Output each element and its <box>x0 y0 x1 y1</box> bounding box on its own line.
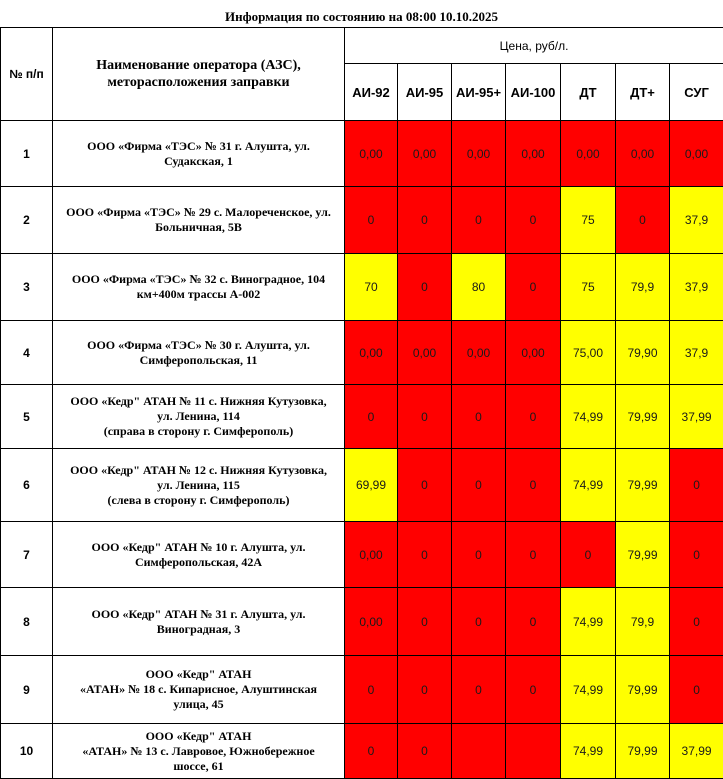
header-fuel: СУГ <box>670 64 723 121</box>
row-number: 1 <box>1 121 53 187</box>
price-cell-суг: 0 <box>670 656 723 724</box>
price-cell-аи-92: 0,00 <box>345 321 398 385</box>
price-cell-аи-92: 0 <box>345 187 398 254</box>
price-cell-аи-100 <box>506 724 561 779</box>
header-price: Цена, руб/л. <box>345 28 723 64</box>
station-name-line: ООО «Фирма «ТЭС» № 32 с. Виноградное, 104 <box>57 272 340 287</box>
price-cell-дт: 74,99 <box>561 724 616 779</box>
price-cell-дт+: 79,99 <box>616 385 670 449</box>
station-name <box>53 385 345 449</box>
table-row <box>1 449 723 522</box>
price-cell-дт+: 0,00 <box>616 121 670 187</box>
price-cell-аи-95: 0,00 <box>398 121 452 187</box>
station-name-line: ул. Ленина, 115 <box>57 478 340 493</box>
price-cell-аи-92: 0,00 <box>345 121 398 187</box>
station-name-line: ООО «Фирма «ТЭС» № 31 г. Алушта, ул. <box>57 139 340 154</box>
header-fuel: АИ-95 <box>398 64 452 121</box>
price-cell-дт: 74,99 <box>561 656 616 724</box>
price-cell-аи-95+: 0 <box>452 187 506 254</box>
price-cell-дт: 74,99 <box>561 588 616 656</box>
price-cell-аи-92: 70 <box>345 254 398 321</box>
price-cell-аи-92: 0,00 <box>345 588 398 656</box>
row-number: 3 <box>1 254 53 321</box>
header-fuel: ДТ <box>561 64 616 121</box>
price-cell-аи-100: 0 <box>506 254 561 321</box>
price-cell-дт+: 79,9 <box>616 254 670 321</box>
price-cell-аи-95+: 80 <box>452 254 506 321</box>
station-name-line: ул. Ленина, 114 <box>57 409 340 424</box>
station-name-line: (слева в сторону г. Симферополь) <box>57 493 340 508</box>
station-name-line: Симферопольская, 11 <box>57 353 340 368</box>
price-cell-дт+: 79,99 <box>616 449 670 522</box>
price-cell-дт: 75 <box>561 187 616 254</box>
price-cell-аи-95: 0,00 <box>398 321 452 385</box>
price-cell-аи-100: 0 <box>506 588 561 656</box>
station-name-line: ООО «Кедр" АТАН № 10 г. Алушта, ул. <box>57 540 340 555</box>
price-cell-суг: 37,99 <box>670 385 723 449</box>
header-operator-line-1: Наименование оператора (АЗС), <box>57 57 340 74</box>
station-name-line: улица, 45 <box>57 697 340 712</box>
station-name-line: км+400м трассы А-002 <box>57 287 340 302</box>
price-cell-суг: 0,00 <box>670 121 723 187</box>
price-cell-суг: 0 <box>670 449 723 522</box>
station-name-line: ООО «Кедр" АТАН <box>57 667 340 682</box>
row-number: 9 <box>1 656 53 724</box>
price-cell-дт+: 79,9 <box>616 588 670 656</box>
row-number: 4 <box>1 321 53 385</box>
price-cell-суг: 37,9 <box>670 187 723 254</box>
price-cell-дт: 0,00 <box>561 121 616 187</box>
price-cell-суг: 37,99 <box>670 724 723 779</box>
station-name-line: «АТАН» № 13 с. Лавровое, Южнобережное <box>57 744 340 759</box>
table-row <box>1 522 723 588</box>
station-name <box>53 321 345 385</box>
row-number: 5 <box>1 385 53 449</box>
header-fuel: АИ-100 <box>506 64 561 121</box>
header-fuel: АИ-95+ <box>452 64 506 121</box>
price-cell-аи-100: 0 <box>506 385 561 449</box>
station-name <box>53 656 345 724</box>
price-cell-аи-95+: 0,00 <box>452 121 506 187</box>
table-row <box>1 187 723 254</box>
price-cell-дт+: 0 <box>616 187 670 254</box>
price-cell-аи-95+: 0 <box>452 656 506 724</box>
price-cell-суг: 37,9 <box>670 254 723 321</box>
price-cell-дт+: 79,99 <box>616 724 670 779</box>
station-name <box>53 254 345 321</box>
station-name-line: ООО «Кедр" АТАН № 31 г. Алушта, ул. <box>57 607 340 622</box>
table-row <box>1 121 723 187</box>
station-name-line: «АТАН» № 18 с. Кипарисное, Алуштинская <box>57 682 340 697</box>
fuel-price-table <box>0 27 723 779</box>
price-cell-аи-100: 0,00 <box>506 321 561 385</box>
price-cell-аи-95: 0 <box>398 588 452 656</box>
table-row <box>1 385 723 449</box>
price-cell-аи-95: 0 <box>398 522 452 588</box>
price-cell-аи-92: 0,00 <box>345 522 398 588</box>
station-name-line: Больничная, 5В <box>57 220 340 235</box>
station-name-line: Виноградная, 3 <box>57 622 340 637</box>
header-operator-line-2: меторасположения заправки <box>57 74 340 91</box>
price-cell-аи-95+: 0 <box>452 522 506 588</box>
station-name-line: шоссе, 61 <box>57 759 340 774</box>
table-row <box>1 724 723 779</box>
price-cell-аи-95: 0 <box>398 656 452 724</box>
price-cell-суг: 0 <box>670 522 723 588</box>
header-operator <box>53 28 345 121</box>
table-row <box>1 254 723 321</box>
station-name-line: Симферопольская, 42А <box>57 555 340 570</box>
station-name-line: ООО «Фирма «ТЭС» № 29 с. Малореченское, ул. <box>57 205 340 220</box>
station-name-line: ООО «Кедр" АТАН № 11 с. Нижняя Кутузовка, <box>57 394 340 409</box>
price-cell-аи-95: 0 <box>398 254 452 321</box>
price-cell-аи-95: 0 <box>398 449 452 522</box>
price-cell-дт+: 79,99 <box>616 522 670 588</box>
station-name-line: (справа в сторону г. Симферополь) <box>57 424 340 439</box>
station-name <box>53 522 345 588</box>
price-cell-аи-95: 0 <box>398 724 452 779</box>
price-cell-аи-100: 0 <box>506 656 561 724</box>
row-number: 8 <box>1 588 53 656</box>
price-cell-аи-100: 0,00 <box>506 121 561 187</box>
price-cell-дт: 74,99 <box>561 449 616 522</box>
price-cell-дт: 0 <box>561 522 616 588</box>
header-fuel: АИ-92 <box>345 64 398 121</box>
price-cell-аи-95+: 0 <box>452 588 506 656</box>
row-number: 10 <box>1 724 53 779</box>
station-name-line: ООО «Фирма «ТЭС» № 30 г. Алушта, ул. <box>57 338 340 353</box>
station-name <box>53 588 345 656</box>
table-row <box>1 321 723 385</box>
price-cell-аи-95: 0 <box>398 385 452 449</box>
price-cell-дт+: 79,90 <box>616 321 670 385</box>
row-number: 2 <box>1 187 53 254</box>
price-cell-аи-95+ <box>452 724 506 779</box>
price-cell-аи-100: 0 <box>506 449 561 522</box>
price-cell-суг: 0 <box>670 588 723 656</box>
price-cell-дт+: 79,99 <box>616 656 670 724</box>
station-name <box>53 187 345 254</box>
price-cell-дт: 75,00 <box>561 321 616 385</box>
table-row <box>1 656 723 724</box>
price-cell-дт: 75 <box>561 254 616 321</box>
header-fuel: ДТ+ <box>616 64 670 121</box>
price-cell-аи-95+: 0,00 <box>452 321 506 385</box>
station-name <box>53 724 345 779</box>
price-cell-дт: 74,99 <box>561 385 616 449</box>
row-number: 7 <box>1 522 53 588</box>
price-cell-суг: 37,9 <box>670 321 723 385</box>
report-title: Информация по состоянию на 08:00 10.10.2025 <box>0 9 723 25</box>
price-cell-аи-95: 0 <box>398 187 452 254</box>
price-cell-аи-92: 0 <box>345 385 398 449</box>
station-name <box>53 449 345 522</box>
price-cell-аи-95+: 0 <box>452 449 506 522</box>
price-cell-аи-100: 0 <box>506 522 561 588</box>
station-name-line: ООО «Кедр" АТАН <box>57 729 340 744</box>
price-cell-аи-92: 0 <box>345 656 398 724</box>
table-row <box>1 588 723 656</box>
price-cell-аи-92: 0 <box>345 724 398 779</box>
row-number: 6 <box>1 449 53 522</box>
header-row-number: № п/п <box>1 28 53 121</box>
station-name <box>53 121 345 187</box>
station-name-line: ООО «Кедр" АТАН № 12 с. Нижняя Кутузовка, <box>57 463 340 478</box>
price-cell-аи-92: 69,99 <box>345 449 398 522</box>
price-cell-аи-95+: 0 <box>452 385 506 449</box>
station-name-line: Судакская, 1 <box>57 154 340 169</box>
price-cell-аи-100: 0 <box>506 187 561 254</box>
